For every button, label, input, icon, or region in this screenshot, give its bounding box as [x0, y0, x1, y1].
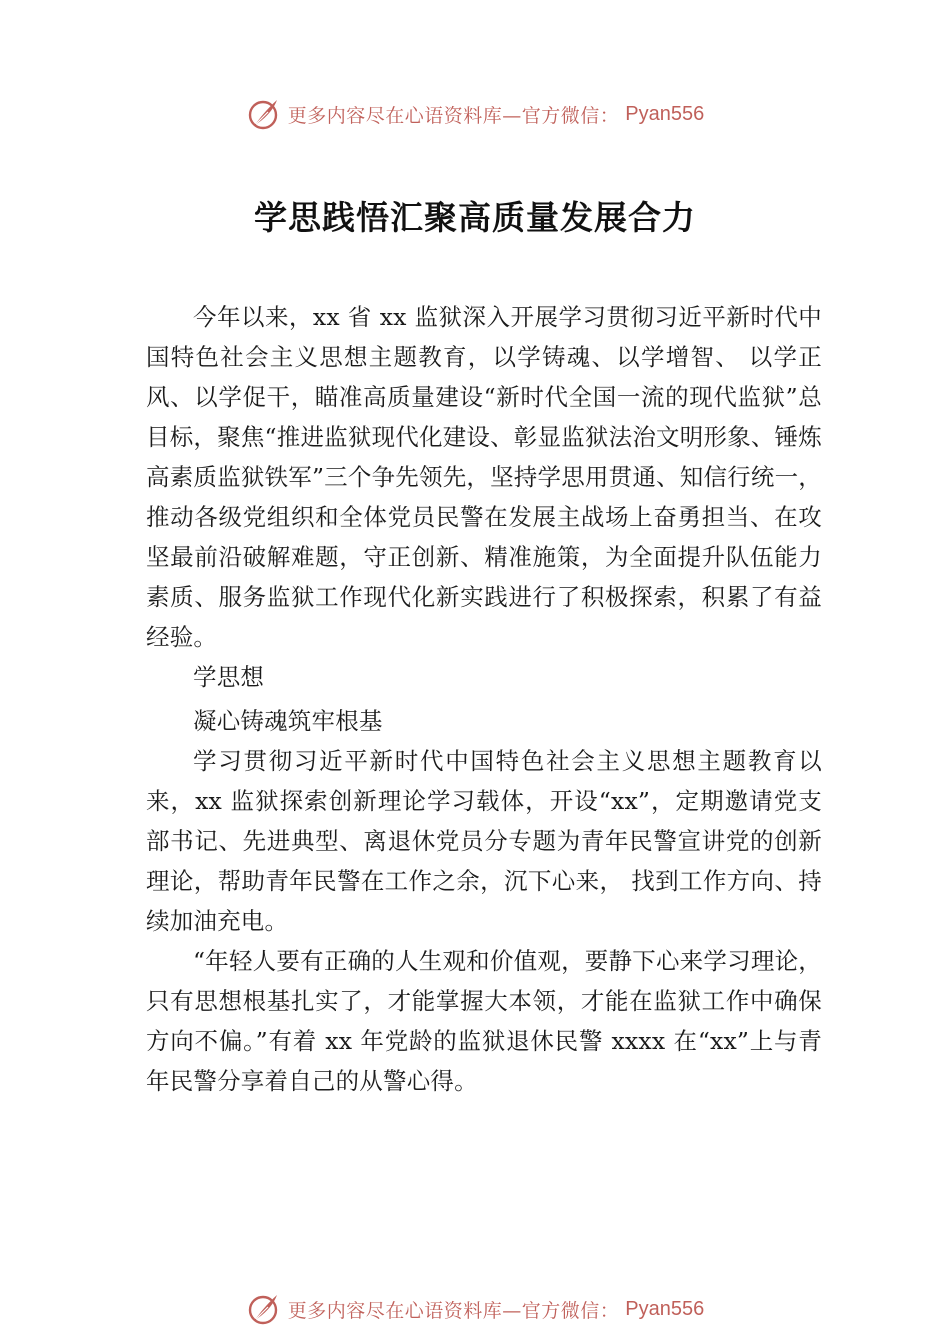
banner-wechat-id: Pyan556 [625, 1297, 705, 1320]
section-subheading: 凝心铸魂筑牢根基 [193, 707, 383, 735]
paragraph: 学习贯彻习近平新时代中国特色社会主义思想主题教育以来，xx 监狱探索创新理论学习载体，开设“xx”，定期邀请党支部书记、先进典型、离退休党员分专题为青年民警宣讲党的创新理论，帮助青年民警在工作之余，沉下心来， 找到工作方向、持续加油充电。 [146, 747, 822, 935]
banner-text: 更多内容尽在心语资料库—官方微信： [287, 1299, 620, 1322]
document-body [146, 297, 822, 1101]
header-banner [0, 94, 950, 134]
paragraph: “年轻人要有正确的人生观和价值观，要静下心来学习理论，只有思想根基扎实了，才能掌握大本领，才能在监狱工作中确保方向不偏。”有着 xx 年党龄的监狱退休民警 xxxx 在“xx”上与青年民警分享着自己的从警心得。 [146, 947, 822, 1095]
footer-banner [0, 1289, 950, 1329]
quill-logo-icon [246, 96, 282, 132]
banner-wechat-id: Pyan556 [625, 102, 705, 125]
paragraph: 今年以来，xx 省 xx 监狱深入开展学习贯彻习近平新时代中国特色社会主义思想主题教育，以学铸魂、以学增智、 以学正风、以学促干，瞄准高质量建设“新时代全国一流的现代监狱”总目标，聚焦“推进监狱现代化建设、彰显监狱法治文明形象、锤炼高素质监狱铁军”三个争先领先，坚持学思用贯通、知信行统一，推动各级党组织和全体党员民警在发展主战场上奋勇担当、在攻坚最前沿破解难题，守正创新、精准施策，为全面提升队伍能力素质、服务监狱工作现代化新实践进行了积极探索，积累了有益经验。 [146, 303, 822, 651]
quill-logo-icon [246, 1291, 282, 1327]
document-title: 学思践悟汇聚高质量发展合力 [254, 198, 696, 237]
section-heading: 学思想 [193, 663, 265, 691]
banner-text: 更多内容尽在心语资料库—官方微信： [287, 104, 620, 127]
